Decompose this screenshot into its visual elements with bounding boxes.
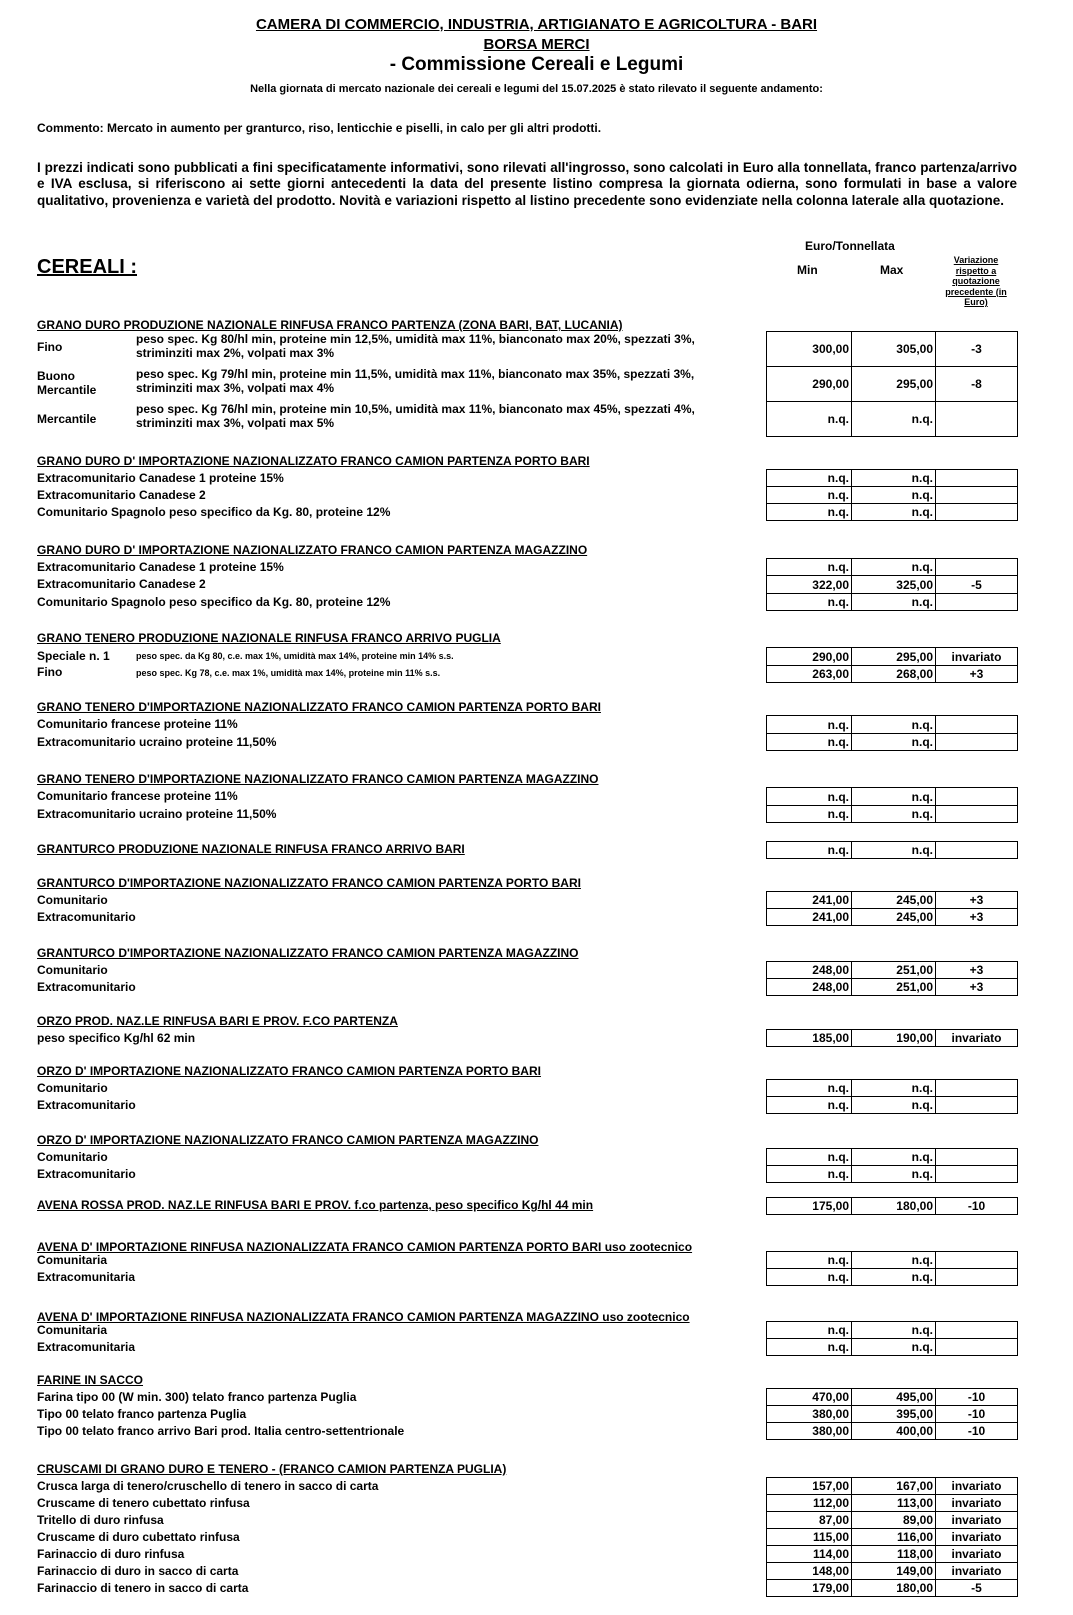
max-price: 116,00	[852, 1529, 936, 1545]
price-variation	[936, 1149, 1017, 1165]
max-price: 305,00	[852, 332, 936, 366]
max-price: n.q.	[852, 716, 936, 733]
max-price: 167,00	[852, 1478, 936, 1494]
price-variation	[936, 1166, 1017, 1182]
row-description: peso spec. da Kg 80, c.e. max 1%, umidità max 14%, proteine min 14% s.s.	[136, 651, 454, 661]
row-label: Comunitario	[37, 893, 108, 907]
price-variation	[936, 402, 1017, 436]
price-variation	[936, 842, 1017, 858]
min-price: n.q.	[767, 594, 852, 610]
price-variation	[936, 487, 1017, 503]
price-row	[766, 1477, 1018, 1495]
min-price: n.q.	[767, 806, 852, 822]
max-price: n.q.	[852, 1252, 936, 1268]
max-price: n.q.	[852, 1097, 936, 1113]
price-row	[766, 978, 1018, 996]
max-price: 245,00	[852, 909, 936, 925]
section-title: ORZO PROD. NAZ.LE RINFUSA BARI E PROV. F.CO PARTENZA	[37, 1014, 398, 1028]
section-title: GRANO TENERO D'IMPORTAZIONE NAZIONALIZZATO FRANCO CAMION PARTENZA PORTO BARI	[37, 700, 601, 714]
price-variation	[936, 1322, 1017, 1338]
chamber-title: CAMERA DI COMMERCIO, INDUSTRIA, ARTIGIANATO E AGRICOLTURA - BARI	[255, 16, 818, 33]
price-row	[766, 665, 1018, 683]
section-title: GRANTURCO D'IMPORTAZIONE NAZIONALIZZATO FRANCO CAMION PARTENZA PORTO BARI	[37, 876, 581, 890]
max-price: 245,00	[852, 892, 936, 908]
max-price: n.q.	[852, 1080, 936, 1096]
max-price: n.q.	[852, 842, 936, 858]
price-variation: +3	[969, 893, 984, 907]
max-price: n.q.	[852, 594, 936, 610]
row-description: peso spec. Kg 80/hl min, proteine min 12,5%, umidità max 11%, bianconato max 20%, spezzati 3%, striminziti max 2%, volpati max 3%	[136, 332, 695, 360]
row-label: Tritello di duro rinfusa	[37, 1513, 164, 1527]
min-price: 263,00	[767, 666, 852, 682]
min-price: n.q.	[767, 1269, 852, 1285]
min-price: 470,00	[767, 1389, 852, 1405]
max-price: n.q.	[852, 1322, 936, 1338]
row-label: Comunitaria	[37, 1323, 108, 1337]
price-row	[766, 486, 1018, 504]
min-price: 248,00	[767, 962, 852, 978]
price-row	[766, 1422, 1018, 1440]
max-price: n.q.	[852, 559, 936, 575]
price-row	[766, 715, 1018, 734]
price-row	[766, 469, 1018, 487]
price-variation	[936, 594, 1017, 610]
min-price: 179,00	[767, 1580, 852, 1596]
max-price: 395,00	[852, 1406, 936, 1422]
row-label: Comunitario	[37, 1081, 108, 1095]
price-variation: -5	[971, 1581, 982, 1595]
price-row	[766, 1494, 1018, 1512]
row-label: peso specifico Kg/hl 62 min	[37, 1031, 196, 1045]
price-row	[766, 331, 1018, 367]
min-price: 290,00	[767, 648, 852, 665]
max-price: n.q.	[852, 734, 936, 750]
price-row	[766, 1388, 1018, 1406]
max-price: 295,00	[852, 367, 936, 401]
max-price: n.q.	[852, 470, 936, 486]
min-price: 241,00	[767, 909, 852, 925]
price-row	[766, 1079, 1018, 1097]
max-price: 180,00	[852, 1198, 936, 1214]
min-price: n.q.	[767, 1080, 852, 1096]
price-variation: invariato	[951, 1479, 1002, 1493]
row-label: Extracomunitario ucraino proteine 11,50%	[37, 735, 277, 749]
price-row	[766, 1511, 1018, 1529]
row-label: Extracomunitario ucraino proteine 11,50%	[37, 807, 277, 821]
price-variation: invariato	[951, 1496, 1002, 1510]
min-price: n.q.	[767, 504, 852, 520]
price-variation: invariato	[951, 1547, 1002, 1561]
price-variation: +3	[969, 963, 984, 977]
max-price: 495,00	[852, 1389, 936, 1405]
price-variation	[936, 470, 1017, 486]
variation-header: Variazione rispetto a quotazione precedente (in Euro)	[945, 255, 1007, 307]
row-label: Comunitario Spagnolo peso specifico da Kg. 80, proteine 12%	[37, 505, 391, 519]
max-price: 251,00	[852, 962, 936, 978]
section-title: CRUSCAMI DI GRANO DURO E TENERO - (FRANCO CAMION PARTENZA PUGLIA)	[37, 1462, 507, 1476]
price-variation	[936, 1269, 1017, 1285]
max-price: 113,00	[852, 1495, 936, 1511]
price-row	[766, 366, 1018, 402]
max-price: n.q.	[852, 1339, 936, 1355]
price-row	[766, 1268, 1018, 1286]
row-label: Buono Mercantile	[37, 369, 97, 397]
row-label: Extracomunitario	[37, 1167, 136, 1181]
section-title: AVENA D' IMPORTAZIONE RINFUSA NAZIONALIZZATA FRANCO CAMION PARTENZA PORTO BARI uso zootecnico	[37, 1240, 693, 1254]
section-title: GRANTURCO PRODUZIONE NAZIONALE RINFUSA FRANCO ARRIVO BARI	[37, 842, 465, 856]
max-price: n.q.	[852, 1149, 936, 1165]
row-label: Farinaccio di duro in sacco di carta	[37, 1564, 239, 1578]
min-price: 157,00	[767, 1478, 852, 1494]
price-row	[766, 961, 1018, 979]
section-title: ORZO D' IMPORTAZIONE NAZIONALIZZATO FRANCO CAMION PARTENZA PORTO BARI	[37, 1064, 541, 1078]
row-label: Extracomunitario Canadese 1 proteine 15%	[37, 471, 284, 485]
row-label: Speciale n. 1	[37, 649, 110, 663]
price-row	[766, 647, 1018, 666]
price-variation: +3	[969, 980, 984, 994]
market-comment: Commento: Mercato in aumento per granturco, riso, lenticchie e piselli, in calo per gli altri prodotti.	[37, 121, 602, 135]
section-title: GRANTURCO D'IMPORTAZIONE NAZIONALIZZATO FRANCO CAMION PARTENZA MAGAZZINO	[37, 946, 579, 960]
price-row	[766, 787, 1018, 806]
price-variation	[936, 1252, 1017, 1268]
price-row	[766, 593, 1018, 611]
price-variation: -10	[967, 1424, 986, 1438]
section-title: FARINE IN SACCO	[37, 1373, 144, 1387]
max-price: 89,00	[852, 1512, 936, 1528]
intro-paragraph: I prezzi indicati sono pubblicati a fini specificatamente informativi, sono rilevati all'ingrosso, sono calcolati in Euro alla tonnellata, franco partenza/arrivo e IVA esclusa, si riferiscono ai sette giorni antecedenti la data del presente listino compresa la giornata odierna, sono formulati in base a valore qualitativo, provenienza e varietà del prodotto. Novità e variazioni rispetto al listino precedente sono evidenziate nella colonna laterale alla quotazione.	[37, 160, 1017, 208]
section-title: AVENA D' IMPORTAZIONE RINFUSA NAZIONALIZZATA FRANCO CAMION PARTENZA MAGAZZINO uso zootecnico	[37, 1310, 690, 1324]
max-price: n.q.	[852, 806, 936, 822]
price-row	[766, 891, 1018, 909]
price-variation: -3	[971, 342, 982, 356]
price-row	[766, 805, 1018, 823]
row-label: Farina tipo 00 (W min. 300) telato franco partenza Puglia	[37, 1390, 357, 1404]
price-row	[766, 1251, 1018, 1269]
price-row	[766, 575, 1018, 594]
price-row	[766, 841, 1018, 859]
row-label: Comunitario	[37, 963, 108, 977]
min-price: 114,00	[767, 1546, 852, 1562]
row-description: peso spec. Kg 76/hl min, proteine min 10,5%, umidità max 11%, bianconato max 45%, spezzati 4%, striminziti max 3%, volpati max 5%	[136, 402, 695, 430]
row-label: Comunitario	[37, 1150, 108, 1164]
price-row	[766, 1562, 1018, 1580]
row-label: Comunitario francese proteine 11%	[37, 789, 238, 803]
section-title: GRANO TENERO PRODUZIONE NAZIONALE RINFUSA FRANCO ARRIVO PUGLIA	[37, 631, 501, 645]
max-price: 251,00	[852, 979, 936, 995]
max-price: 149,00	[852, 1563, 936, 1579]
price-variation: invariato	[951, 1513, 1002, 1527]
section-title: GRANO DURO D' IMPORTAZIONE NAZIONALIZZATO FRANCO CAMION PARTENZA PORTO BARI	[37, 454, 590, 468]
min-price: 380,00	[767, 1423, 852, 1439]
max-price: n.q.	[852, 1166, 936, 1182]
min-price: 148,00	[767, 1563, 852, 1579]
min-price: 300,00	[767, 332, 852, 366]
row-label: Tipo 00 telato franco arrivo Bari prod. Italia centro-settentrionale	[37, 1424, 405, 1438]
row-label: Extracomunitario	[37, 980, 136, 994]
market-date-line: Nella giornata di mercato nazionale dei cereali e legumi del 15.07.2025 è stato rilevato il seguente andamento:	[250, 83, 823, 95]
price-variation	[936, 559, 1017, 575]
max-price: 118,00	[852, 1546, 936, 1562]
row-label: Cruscame di duro cubettato rinfusa	[37, 1530, 240, 1544]
min-price: 87,00	[767, 1512, 852, 1528]
section-title: AVENA ROSSA PROD. NAZ.LE RINFUSA BARI E PROV. f.co partenza, peso specifico Kg/hl 44 min	[37, 1198, 594, 1212]
row-label: Tipo 00 telato franco partenza Puglia	[37, 1407, 247, 1421]
row-description: peso spec. Kg 78, c.e. max 1%, umidità max 14%, proteine min 11% s.s.	[136, 668, 441, 678]
row-label: Extracomunitario	[37, 1098, 136, 1112]
row-label: Farinaccio di tenero in sacco di carta	[37, 1581, 249, 1595]
row-label: Mercantile	[37, 412, 97, 426]
min-price: n.q.	[767, 1322, 852, 1338]
max-price: n.q.	[852, 487, 936, 503]
price-variation	[936, 806, 1017, 822]
min-price: n.q.	[767, 559, 852, 575]
min-price: n.q.	[767, 1166, 852, 1182]
min-price: 380,00	[767, 1406, 852, 1422]
min-price: n.q.	[767, 1252, 852, 1268]
price-row	[766, 401, 1018, 437]
max-price: n.q.	[852, 788, 936, 805]
min-price: 322,00	[767, 576, 852, 593]
section-title: ORZO D' IMPORTAZIONE NAZIONALIZZATO FRANCO CAMION PARTENZA MAGAZZINO	[37, 1133, 539, 1147]
row-label: Extracomunitaria	[37, 1340, 136, 1354]
price-variation: +3	[969, 667, 984, 681]
min-price: n.q.	[767, 842, 852, 858]
price-variation: -10	[967, 1390, 986, 1404]
min-price: 241,00	[767, 892, 852, 908]
min-price: n.q.	[767, 1339, 852, 1355]
price-row	[766, 1165, 1018, 1183]
cereali-heading: CEREALI :	[37, 256, 137, 278]
max-price: 190,00	[852, 1030, 936, 1046]
price-row	[766, 1579, 1018, 1597]
row-label: Extracomunitario	[37, 910, 136, 924]
min-price: n.q.	[767, 1097, 852, 1113]
price-variation	[936, 1080, 1017, 1096]
min-price: 248,00	[767, 979, 852, 995]
row-label: Extracomunitario Canadese 2	[37, 488, 206, 502]
max-price: 325,00	[852, 576, 936, 593]
price-row	[766, 1545, 1018, 1563]
price-row	[766, 558, 1018, 576]
min-price: 112,00	[767, 1495, 852, 1511]
min-price: 290,00	[767, 367, 852, 401]
price-variation: -10	[967, 1407, 986, 1421]
max-price: n.q.	[852, 1269, 936, 1285]
price-variation	[936, 716, 1017, 733]
price-row	[766, 1338, 1018, 1356]
price-variation	[936, 504, 1017, 520]
max-price: 295,00	[852, 648, 936, 665]
max-price: 400,00	[852, 1423, 936, 1439]
price-variation: +3	[969, 910, 984, 924]
row-label: Extracomunitario Canadese 1 proteine 15%	[37, 560, 284, 574]
row-label: Comunitaria	[37, 1253, 108, 1267]
borsa-merci-title: BORSA MERCI	[483, 36, 590, 53]
max-header: Max	[880, 263, 904, 277]
price-row	[766, 1148, 1018, 1166]
max-price: n.q.	[852, 402, 936, 436]
section-title: GRANO TENERO D'IMPORTAZIONE NAZIONALIZZATO FRANCO CAMION PARTENZA MAGAZZINO	[37, 772, 599, 786]
price-variation	[936, 788, 1017, 805]
price-variation: invariato	[951, 1564, 1002, 1578]
price-row	[766, 908, 1018, 926]
min-price: n.q.	[767, 788, 852, 805]
price-variation: invariato	[951, 1530, 1002, 1544]
price-variation: -8	[971, 377, 982, 391]
row-label: Farinaccio di duro rinfusa	[37, 1547, 185, 1561]
section-title: GRANO DURO PRODUZIONE NAZIONALE RINFUSA FRANCO PARTENZA (ZONA BARI, BAT, LUCANIA)	[37, 318, 623, 332]
min-price: 115,00	[767, 1529, 852, 1545]
min-price: n.q.	[767, 1149, 852, 1165]
row-label: Extracomunitario Canadese 2	[37, 577, 206, 591]
min-price: n.q.	[767, 402, 852, 436]
row-label: Cruscame di tenero cubettato rinfusa	[37, 1496, 250, 1510]
row-label: Extracomunitaria	[37, 1270, 136, 1284]
price-row	[766, 1197, 1018, 1215]
row-label: Comunitario Spagnolo peso specifico da Kg. 80, proteine 12%	[37, 595, 391, 609]
price-row	[766, 1321, 1018, 1339]
price-row	[766, 503, 1018, 521]
price-variation	[936, 1097, 1017, 1113]
price-variation	[936, 734, 1017, 750]
price-variation: -10	[967, 1199, 986, 1213]
price-variation: -5	[971, 577, 982, 592]
row-label: Fino	[37, 340, 63, 354]
max-price: 180,00	[852, 1580, 936, 1596]
min-price: n.q.	[767, 734, 852, 750]
row-label: Comunitario francese proteine 11%	[37, 717, 238, 731]
commission-title: - Commissione Cereali e Legumi	[389, 54, 684, 75]
price-variation: invariato	[951, 649, 1002, 664]
row-label: Crusca larga di tenero/cruschello di tenero in sacco di carta	[37, 1479, 379, 1493]
min-header: Min	[797, 263, 818, 277]
min-price: n.q.	[767, 470, 852, 486]
min-price: n.q.	[767, 716, 852, 733]
price-row	[766, 1528, 1018, 1546]
unit-header: Euro/Tonnellata	[805, 239, 895, 253]
min-price: n.q.	[767, 487, 852, 503]
max-price: n.q.	[852, 504, 936, 520]
section-title: GRANO DURO D' IMPORTAZIONE NAZIONALIZZATO FRANCO CAMION PARTENZA MAGAZZINO	[37, 543, 588, 557]
price-variation: invariato	[951, 1031, 1002, 1045]
max-price: 268,00	[852, 666, 936, 682]
min-price: 185,00	[767, 1030, 852, 1046]
row-label: Fino	[37, 665, 63, 679]
price-row	[766, 733, 1018, 751]
price-row	[766, 1405, 1018, 1423]
price-row	[766, 1029, 1018, 1047]
min-price: 175,00	[767, 1198, 852, 1214]
row-description: peso spec. Kg 79/hl min, proteine min 11,5%, umidità max 11%, bianconato max 35%, spezzati 3%, striminziti max 3%, volpati max 4%	[136, 367, 695, 395]
price-row	[766, 1096, 1018, 1114]
price-variation	[936, 1339, 1017, 1355]
